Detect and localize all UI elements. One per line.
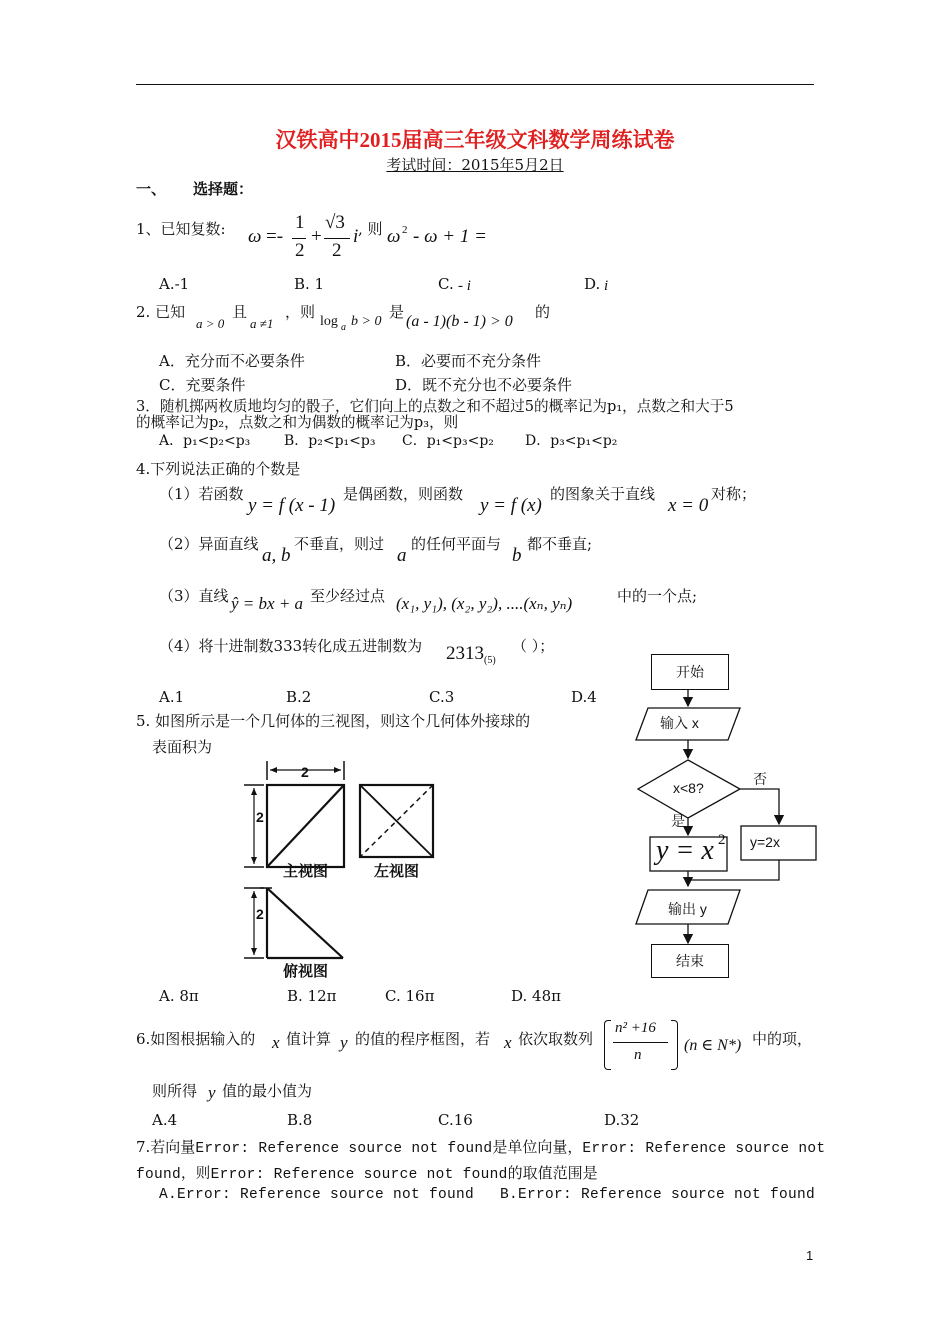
- q6-brace-right: [671, 1020, 678, 1070]
- q4-s2-ab: a, b: [262, 545, 291, 566]
- q1-prefix: 1、已知复数:: [136, 220, 226, 238]
- q5-option-b: B. 12π: [287, 987, 337, 1005]
- flowchart-lines: [630, 650, 830, 990]
- assign-x2-label: y = x: [656, 835, 714, 866]
- q6-y: y: [340, 1033, 348, 1052]
- q4-s2-pre: （2）异面直线: [159, 535, 259, 553]
- q2-of: 的: [535, 303, 551, 321]
- page-number: 1: [806, 1248, 814, 1263]
- q4-s3-pts: (x₁, y₁), (x₂, y₂), ....(xₙ, yₙ): [396, 594, 573, 613]
- q7-option-b: B.Error: Reference source not found: [500, 1187, 816, 1203]
- q6-line2-y: y: [208, 1083, 216, 1102]
- q5-option-c: C. 16π: [385, 987, 435, 1005]
- q3-option-d: D．p₃<p₁<p₂: [525, 433, 618, 449]
- q1-omega2: ω: [387, 226, 401, 247]
- q6-pre: 6.如图根据输入的: [136, 1030, 256, 1048]
- section-number: 一、: [136, 180, 167, 198]
- q5-option-d: D. 48π: [511, 987, 561, 1005]
- q1-frac2-den: 2: [332, 240, 342, 261]
- q7-line2: [136, 1162, 598, 1183]
- q1-sqrt3: √3: [325, 212, 345, 233]
- input-node-label: 输入 x: [660, 715, 699, 731]
- q1-omega: ω: [248, 226, 262, 247]
- q4-s4-pre: （4）将十进制数333转化成五进制数为: [159, 637, 423, 655]
- dim-top-view-arrow-top: [251, 891, 257, 898]
- no-label: 否: [753, 771, 767, 787]
- q2-expr: (a - 1)(b - 1) > 0: [406, 313, 513, 330]
- top-view-hypotenuse: [267, 888, 343, 958]
- q6-option-d: D.32: [604, 1111, 640, 1129]
- q6-mid3: 依次取数列: [518, 1030, 594, 1048]
- q1-frac1-num: 1: [295, 212, 305, 233]
- q2-log-sub: a: [341, 322, 346, 333]
- q7-line2-a: found，则: [136, 1167, 211, 1183]
- q1-option-b: B. 1: [294, 275, 325, 293]
- q1-expr-rest: - ω + 1 =: [413, 226, 487, 247]
- section-label: 选择题：: [193, 180, 254, 198]
- q6-frac-bar: [613, 1042, 668, 1043]
- top-view-caption: 俯视图: [283, 962, 329, 980]
- dim-top-arrow-right: [334, 767, 341, 773]
- q6-frac-den: n: [634, 1047, 642, 1063]
- q4-s1-post: 对称；: [711, 485, 757, 503]
- q4-s4-post: （ ）；: [512, 637, 555, 655]
- dim-top-view-arrow-bottom: [251, 948, 257, 955]
- q1-option-a: A.-1: [159, 275, 190, 293]
- q4-option-b: B.2: [286, 688, 312, 706]
- q6-post: 中的项，: [752, 1030, 813, 1048]
- q2-option-c: C．充要条件: [159, 376, 246, 394]
- q4-s3-eq: ŷ = bx + a: [231, 594, 304, 613]
- q2-cond1: a > 0: [196, 316, 225, 331]
- q2-log: log: [320, 314, 338, 329]
- q3-line2: 的概率记为p₂，点数之和为偶数的概率记为p₃，则: [136, 414, 459, 431]
- front-view-caption: 主视图: [283, 862, 329, 880]
- q4-s3-mid: 至少经过点: [310, 587, 386, 605]
- q4-s3-post: 中的一个点;: [617, 587, 698, 605]
- left-view-diagonal-solid: [360, 785, 433, 857]
- q2-comma: ，则: [285, 303, 316, 321]
- q6-option-b: B.8: [287, 1111, 313, 1129]
- q2-option-b: B．必要而不充分条件: [395, 352, 542, 370]
- q5-line1: 5. 如图所示是一个几何体的三视图，则这个几何体外接球的: [136, 712, 531, 730]
- q7-line1: [136, 1137, 825, 1157]
- assign-2x-label: y=2x: [750, 834, 780, 850]
- q7-error-1: Error: Reference source not found: [195, 1141, 493, 1157]
- q7-line1-a: 7.若向量: [136, 1138, 196, 1156]
- q6-mid2: 的值的程序框图，若: [355, 1030, 491, 1048]
- q4-option-a: A.1: [159, 688, 185, 706]
- q6-mid1: 值计算: [286, 1030, 332, 1048]
- left-view-caption: 左视图: [374, 862, 420, 880]
- q6-option-c: C.16: [438, 1111, 473, 1129]
- q1-option-c-label: C.: [438, 275, 454, 293]
- q3-line1: 3．随机掷两枚质地均匀的骰子，它们向上的点数之和不超过5的概率记为p₁，点数之和大于5: [136, 398, 734, 415]
- end-node: 结束: [651, 944, 729, 978]
- q2-and: 且: [232, 303, 248, 321]
- q6-x: x: [272, 1033, 280, 1052]
- output-node-label: 输出 y: [668, 901, 707, 917]
- q4-s4-num: 2313: [446, 643, 484, 664]
- q7-option-a: A.Error: Reference source not found: [159, 1187, 475, 1203]
- dim-top-label: 2: [301, 764, 309, 780]
- q7-error-2: Error: Reference source not: [582, 1141, 826, 1157]
- q1-then: , 则: [358, 220, 383, 238]
- q4-s2-b: b: [512, 545, 522, 566]
- q4-s1-mid2: 的图象关于直线: [550, 485, 656, 503]
- q3-option-b: B．p₂<p₁<p₃: [284, 433, 376, 449]
- q6-line2-pre: 则所得: [152, 1082, 198, 1100]
- page-title: 汉铁高中2015届高三年级文科数学周练试卷: [275, 128, 675, 152]
- q4-option-d: D.4: [571, 688, 597, 706]
- q6-option-a: A.4: [152, 1111, 178, 1129]
- start-node: 开始: [651, 654, 729, 690]
- q4-s1-mid: 是偶函数，则函数: [343, 485, 464, 503]
- front-view-diagonal: [267, 785, 344, 867]
- q4-stem: 4.下列说法正确的个数是: [136, 460, 301, 478]
- q3-option-c: C．p₁<p₃<p₂: [402, 433, 494, 449]
- dim-front-label: 2: [256, 809, 264, 825]
- q4-s1-pre: （1）若函数: [159, 485, 244, 503]
- q6-frac-num: n² +16: [615, 1020, 656, 1036]
- condition-label: x<8?: [673, 780, 704, 796]
- q2-option-d: D．既不充分也不必要条件: [395, 376, 573, 394]
- header-rule: [136, 84, 814, 85]
- q4-s2-a: a: [397, 545, 407, 566]
- dim-top-view-label: 2: [256, 906, 264, 922]
- q1-plus: +: [311, 226, 322, 247]
- q6-x2: x: [504, 1033, 512, 1052]
- q2-is: 是: [389, 303, 405, 321]
- q4-s2-post: 都不垂直;: [527, 535, 593, 553]
- q4-s4-sub: (5): [484, 655, 496, 666]
- q4-s3-pre: （3）直线: [159, 587, 229, 605]
- yes-label: 是: [671, 813, 685, 829]
- q2-log-post: b > 0: [351, 314, 382, 329]
- q1-frac1-den: 2: [295, 240, 305, 261]
- q7-line2-b: 的取值范围是: [507, 1164, 598, 1182]
- q2-cond2: a ≠1: [250, 316, 274, 331]
- q4-s1-line: x = 0: [668, 495, 709, 516]
- dim-front-arrow-bottom: [251, 857, 257, 864]
- q6-cond: (n ∈ N*): [684, 1037, 742, 1054]
- q5-option-a: A. 8π: [159, 987, 199, 1005]
- q1-i: i: [353, 226, 359, 247]
- dim-front-arrow-top: [251, 788, 257, 795]
- q2-option-a: A．充分而不必要条件: [159, 352, 305, 370]
- q1-option-c-value: - i: [458, 278, 471, 294]
- q4-option-c: C.3: [429, 688, 455, 706]
- q1-frac2-bar: [324, 238, 350, 239]
- q5-line2: 表面积为: [152, 738, 213, 756]
- q7-line1-b: 是单位向量，: [492, 1138, 583, 1156]
- q6-brace-left: [604, 1020, 611, 1070]
- q1-eq-neg: =-: [266, 226, 284, 247]
- q4-s1-f2: y = f (x): [480, 495, 542, 516]
- q1-option-d-label: D.: [584, 275, 601, 293]
- q2-prefix: 2. 已知: [136, 303, 186, 321]
- q7-error-3: Error: Reference source not found: [210, 1167, 508, 1183]
- q1-sup2: 2: [402, 224, 408, 236]
- q1-option-d-value: i: [604, 278, 609, 294]
- assign-x2-sup: 2: [718, 832, 726, 848]
- no-branch-line: [740, 789, 779, 824]
- dim-top-arrow-left: [270, 767, 277, 773]
- q6-line2-post: 值的最小值为: [222, 1082, 313, 1100]
- q4-s1-f1: y = f (x - 1): [248, 495, 336, 516]
- exam-time: 考试时间：2015年5月2日: [386, 156, 564, 174]
- q4-s2-mid2: 的任何平面与: [411, 535, 502, 553]
- q3-option-a: A．p₁<p₂<p₃: [159, 433, 251, 449]
- q4-s2-mid: 不垂直，则过: [294, 535, 385, 553]
- q1-frac1-bar: [292, 238, 306, 239]
